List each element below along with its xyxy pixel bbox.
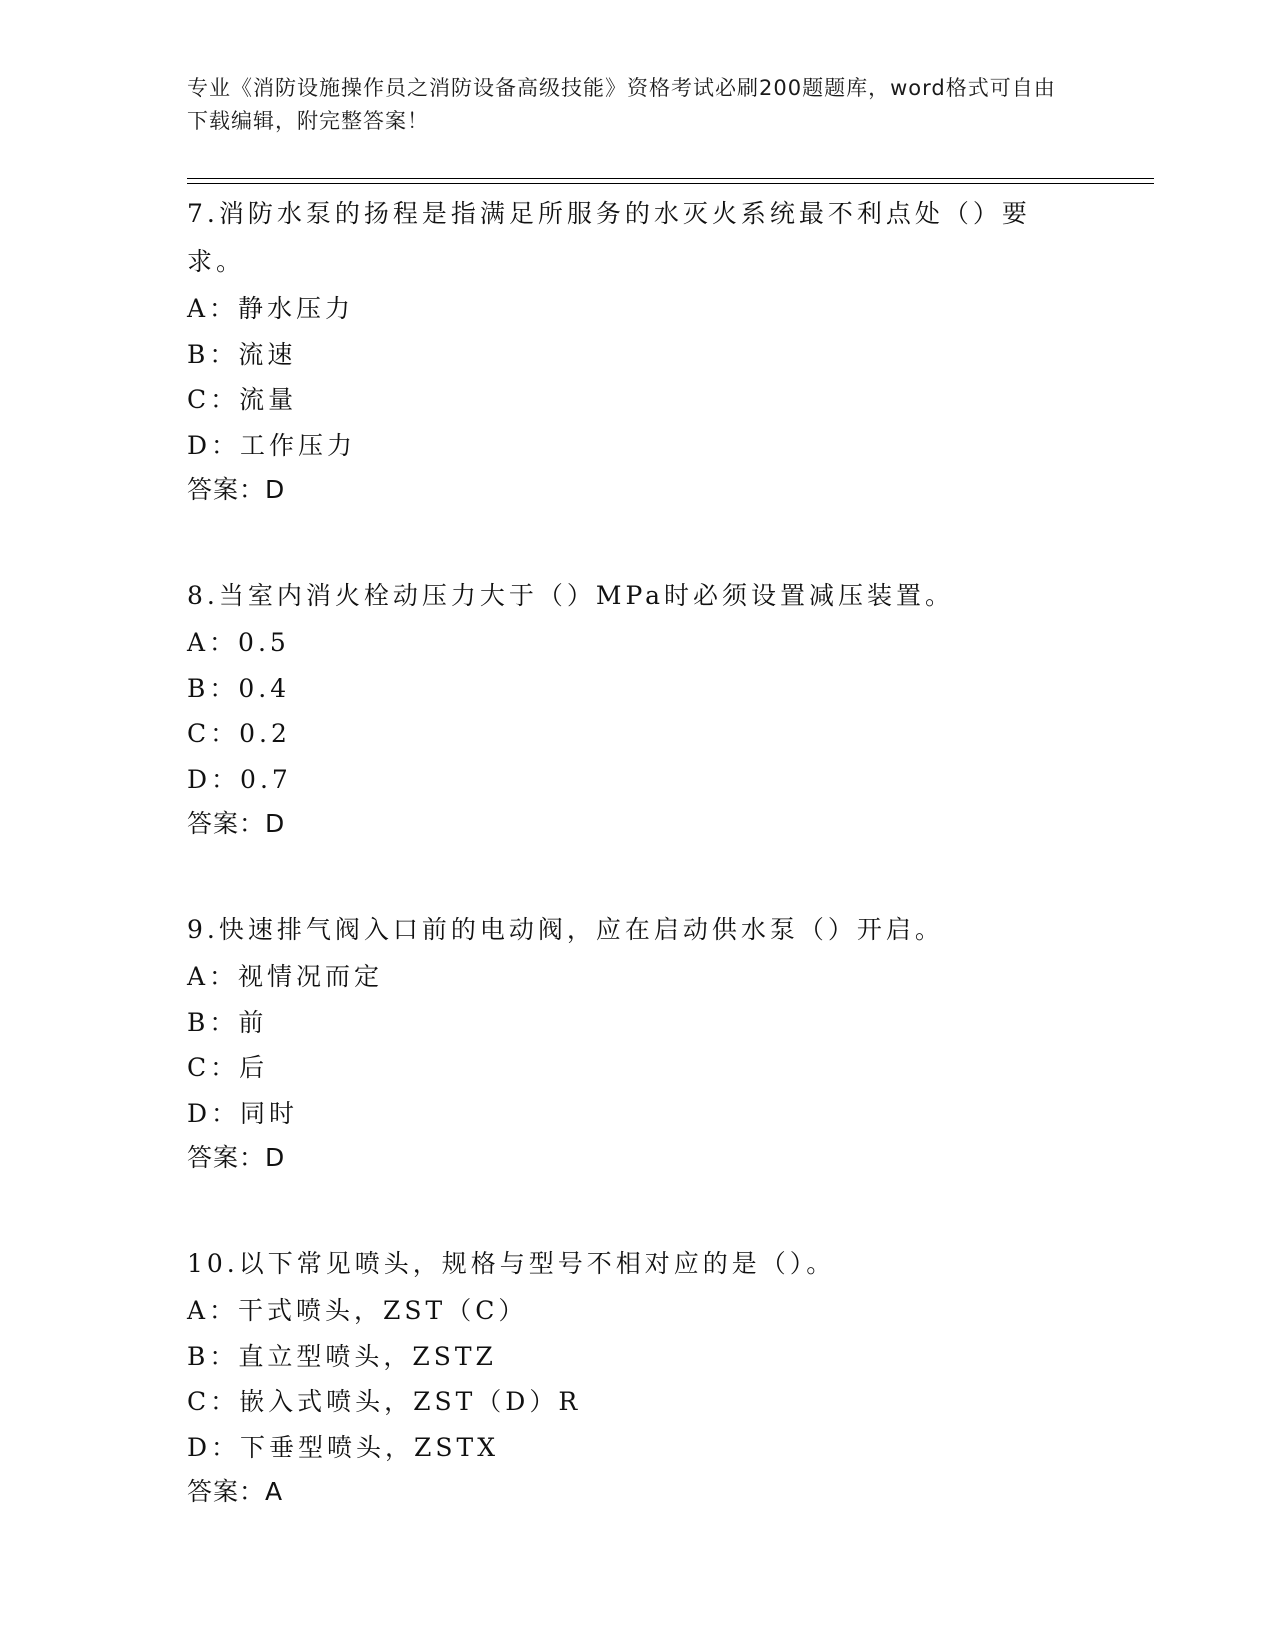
option-d: D：同时 <box>187 1098 299 1128</box>
option-d: D：工作压力 <box>187 430 357 460</box>
option-b: B：流速 <box>187 339 297 369</box>
question-7 <box>187 190 1087 512</box>
option-a: A：干式喷头，ZST（C） <box>187 1296 528 1325</box>
option-a: A：视情况而定 <box>187 962 384 991</box>
question-stem: 10.以下常见喷头，规格与型号不相对应的是（）。 <box>187 1249 836 1278</box>
option-a: A：静水压力 <box>187 294 355 323</box>
answer-label: 答案：D <box>187 1143 286 1172</box>
question-stem: 9.快速排气阀入口前的电动阀，应在启动供水泵（）开启。 <box>187 915 944 944</box>
option-d: D：0.7 <box>187 764 292 794</box>
option-c: C：嵌入式喷头，ZST（D）R <box>187 1387 582 1416</box>
answer-label: 答案：D <box>187 809 286 838</box>
question-9 <box>187 906 1087 1180</box>
option-c: C：后 <box>187 1053 269 1082</box>
option-c: C：流量 <box>187 385 298 414</box>
answer-label: 答案：D <box>187 475 286 504</box>
option-a: A：0.5 <box>187 628 290 657</box>
option-b: B：前 <box>187 1007 268 1037</box>
option-d: D：下垂型喷头，ZSTX <box>187 1432 500 1462</box>
option-c: C：0.2 <box>187 719 291 748</box>
question-10 <box>187 1240 1087 1514</box>
question-stem: 7.消防水泵的扬程是指满足所服务的水灭火系统最不利点处（）要求。 <box>187 199 1031 276</box>
header-divider-bottom <box>187 183 1154 184</box>
header-divider-top <box>187 178 1154 179</box>
option-b: B：0.4 <box>187 673 291 703</box>
answer-label: 答案：A <box>187 1477 284 1506</box>
question-stem: 8.当室内消火栓动压力大于（）MPa时必须设置减压装置。 <box>187 581 955 610</box>
question-list <box>187 190 1087 1574</box>
document-header: 专业《消防设施操作员之消防设备高级技能》资格考试必刷200题题库，word格式可自由下载编辑，附完整答案！ <box>187 76 1056 133</box>
question-8 <box>187 572 1087 846</box>
option-b: B：直立型喷头，ZSTZ <box>187 1341 497 1371</box>
